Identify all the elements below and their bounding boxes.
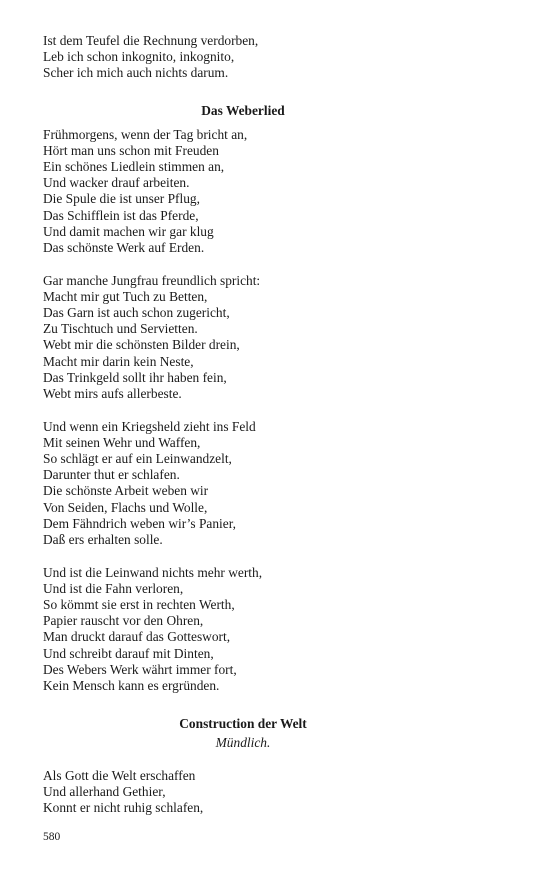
poem2-stanza-3 xyxy=(43,419,443,549)
verse-line: Zu Tischtuch und Servietten. xyxy=(43,321,198,337)
verse-line: Macht mir darin kein Neste, xyxy=(43,353,194,369)
verse-line: Frühmorgens, wenn der Tag bricht an, xyxy=(43,126,248,142)
verse-line: Und ist die Fahn verloren, xyxy=(43,580,184,596)
verse-line: Von Seiden, Flachs und Wolle, xyxy=(43,499,208,515)
verse-line: Des Webers Werk währt immer fort, xyxy=(43,661,237,677)
verse-line: Webt mir die schönsten Bilder drein, xyxy=(43,337,240,353)
poem2-stanza-2 xyxy=(43,273,443,403)
verse-line: Gar manche Jungfrau freundlich spricht: xyxy=(43,272,261,288)
poem2-stanza-1 xyxy=(43,127,443,257)
verse-line: Und damit machen wir gar klug xyxy=(43,223,214,239)
verse-line: Mit seinen Wehr und Waffen, xyxy=(43,434,201,450)
verse-line: Und allerhand Gethier, xyxy=(43,784,166,800)
verse-line: Ist dem Teufel die Rechnung verdorben, xyxy=(43,33,259,48)
verse-line: Leb ich schon inkognito, inkognito, xyxy=(43,49,235,65)
verse-line: Darunter thut er schlafen. xyxy=(43,467,180,483)
poem1-stanza-1 xyxy=(43,33,443,82)
verse-line: So kömmt sie erst in rechten Werth, xyxy=(43,596,235,612)
poem-title: Construction der Welt xyxy=(179,716,307,732)
verse-line: Und wenn ein Kriegsheld zieht ins Feld xyxy=(43,418,256,434)
verse-line: Die Spule die ist unser Pflug, xyxy=(43,191,200,207)
verse-line: Dem Fähndrich weben wir’s Panier, xyxy=(43,515,236,531)
poem-subtitle: Mündlich. xyxy=(215,735,271,751)
verse-line: Scher ich mich auch nichts darum. xyxy=(43,65,229,81)
poem3-stanza-1 xyxy=(43,768,443,817)
verse-line: Hört man uns schon mit Freuden xyxy=(43,142,219,158)
poem2-stanza-4 xyxy=(43,565,443,695)
verse-line: Das Trinkgeld sollt ihr haben fein, xyxy=(43,369,227,385)
verse-line: Webt mirs aufs allerbeste. xyxy=(43,385,182,401)
verse-line: Daß ers erhalten solle. xyxy=(43,531,163,547)
verse-line: Konnt er nicht ruhig schlafen, xyxy=(43,800,204,816)
verse-line: Das schönste Werk auf Erden. xyxy=(43,239,205,255)
verse-line: Macht mir gut Tuch zu Betten, xyxy=(43,288,208,304)
verse-line: So schlägt er auf ein Leinwandzelt, xyxy=(43,450,232,466)
verse-line: Man druckt darauf das Gotteswort, xyxy=(43,629,231,645)
page-number: 580 xyxy=(43,831,61,843)
poem-title: Das Weberlied xyxy=(201,102,285,118)
verse-line: Und schreibt darauf mit Dinten, xyxy=(43,645,214,661)
verse-line: Und wacker drauf arbeiten. xyxy=(43,175,190,191)
verse-line: Das Garn ist auch schon zugericht, xyxy=(43,304,230,320)
verse-line: Kein Mensch kann es ergründen. xyxy=(43,677,220,693)
verse-line: Das Schifflein ist das Pferde, xyxy=(43,207,199,223)
verse-line: Papier rauscht vor den Ohren, xyxy=(43,613,204,629)
verse-line: Die schönste Arbeit weben wir xyxy=(43,483,209,499)
verse-line: Als Gott die Welt erschaffen xyxy=(43,768,196,784)
verse-line: Und ist die Leinwand nichts mehr werth, xyxy=(43,564,263,580)
verse-line: Ein schönes Liedlein stimmen an, xyxy=(43,158,225,174)
page-content xyxy=(43,33,443,833)
